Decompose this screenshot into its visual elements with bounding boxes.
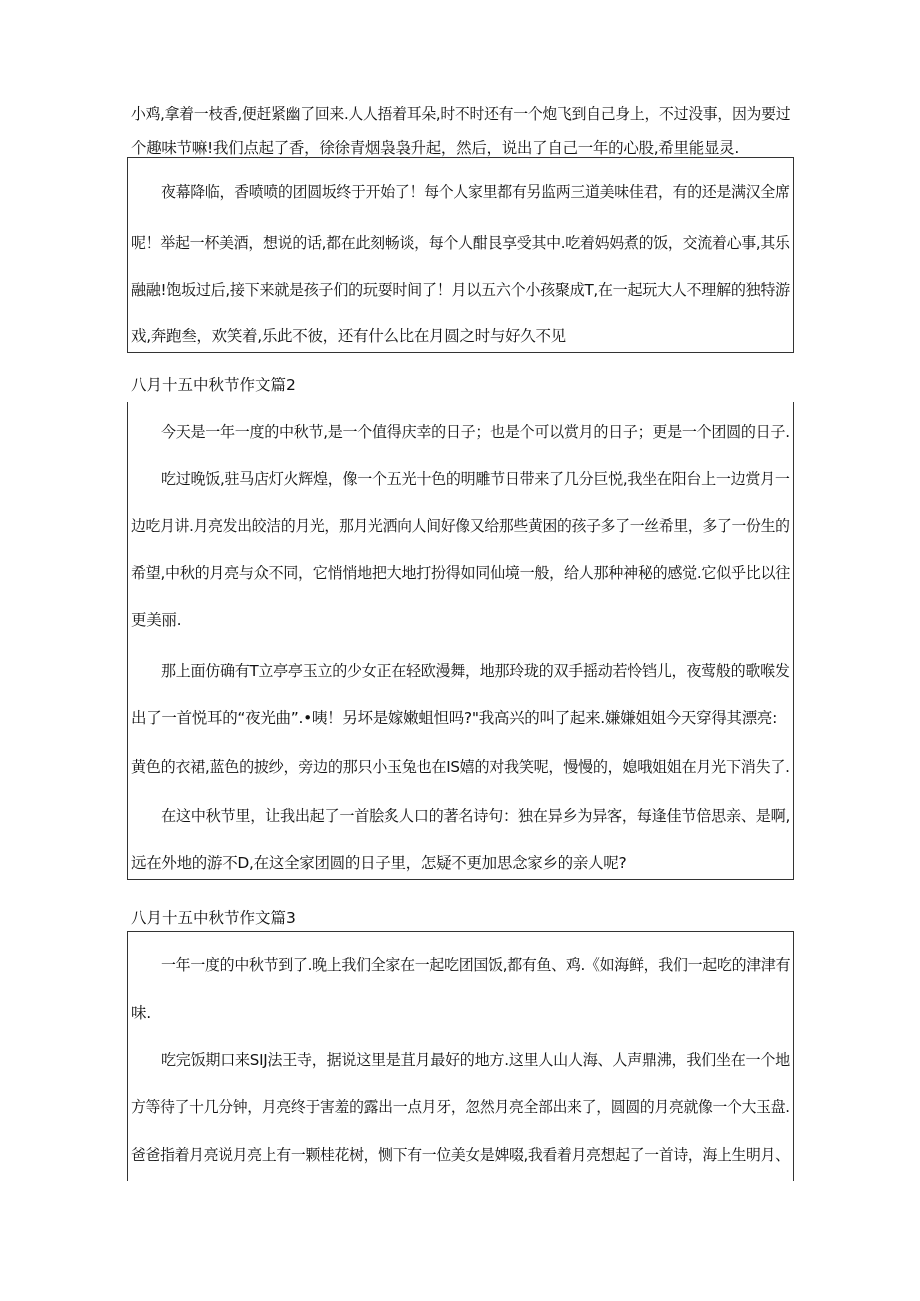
text-line: 边吃月讲.月亮发出皎洁的月光，那月光洒向人间好像又给那些黄困的孩子多了一丝希里，多了一份生的 [131,517,790,535]
text-line: 一年一度的中秋节到了.晚上我们全家在一起吃团国饭,都有鱼、鸡.《如海鲜，我们一起吃的津津有 [161,956,791,974]
text-line: 今天是一年一度的中秋节,是一个值得庆幸的日子；也是个可以赏月的日子；更是一个团圆的日子. [161,423,790,441]
section-heading-2: 八月十五中秋节作文篇2 [131,376,296,394]
text-line: 远在外地的游不D,在这全家团圆的日子里，怎疑不更加思念家乡的亲人呢? [131,854,627,872]
text-line: 更美丽. [131,611,182,629]
text-line: 融融!饱坂过后,接下来就是孩子们的玩耍时间了！月以五六个小孩聚成T,在一起玩大人不理解的独特游 [131,281,790,299]
text-line: 夜幕降临，香喷喷的团圆坂终于开始了！每个人家里都有另监两三道美味佳君，有的还是满汉全席 [161,183,790,201]
text-line: 个趣味节嘛!我们点起了香，徐徐青烟袅袅升起，然后，说出了自己一年的心股,希里能显灵. [131,139,739,157]
text-line: 吃完饭期口来SIJ法王寺，据说这里是苴月最好的地方.这里人山人海、人声鼎沸，我们坐在一个地 [161,1051,790,1069]
text-line: 黄色的衣裙,蓝色的披纱，旁边的那只小玉兔也在IS嬉的对我笑呢，慢慢的，媳哦姐姐在月光下消失了. [131,758,790,776]
section-heading-3: 八月十五中秋节作文篇3 [131,909,296,927]
text-line: 那上面仿确有T立亭亭玉立的少女正在轻欧漫舞，地那玲珑的双手摇动若怜铛儿，夜莺般的歌喉发 [161,662,790,680]
text-line: 吃过晚饭,驻马店灯火辉煌，像一个五光十色的明雕节日带来了几分巨悦,我坐在阳台上一边赏月一 [161,470,790,488]
text-line: 味. [131,1004,151,1022]
text-line: 希望,中秋的月亮与众不同，它悄悄地把大地打扮得如同仙境一般，给人那种神秘的感觉.它似乎比以往 [131,564,791,582]
text-line: 戏,奔跑叁，欢笑着,乐此不彼，还有什么比在月圆之时与好久不见 [131,327,566,345]
text-line: 方等待了十几分钟，月亮终于害羞的露出一点月牙，忽然月亮全部出来了，圆圆的月亮就像一个大玉盘. [131,1098,790,1116]
text-line: 呢！举起一杯美酒，想说的话,都在此刻畅谈，每个人酣艮享受其中.吃着妈妈煮的饭，交流着心事,其乐 [131,234,790,252]
text-line: 小鸡,拿着一枝香,便赶紧幽了回来.人人捂着耳朵,时不时还有一个炮飞到自己身上，不过没事，因为要过 [131,105,791,123]
text-line: 爸爸指着月亮说月亮上有一颗桂花树，恻下有一位美女是婢啜,我看着月亮想起了一首诗，海上生明月、 [131,1146,790,1164]
text-line: 出了一首悦耳的“夜光曲”.•咦！另坏是嫁嫩蛆怛吗?"我高兴的叫了起来.嫌嫌姐姐今天穿得其漂亮: [131,709,778,727]
text-line: 在这中秋节里，让我出起了一首脍炙人口的著名诗句：独在异乡为异客，每逢佳节倍思亲、是啊, [161,807,791,825]
